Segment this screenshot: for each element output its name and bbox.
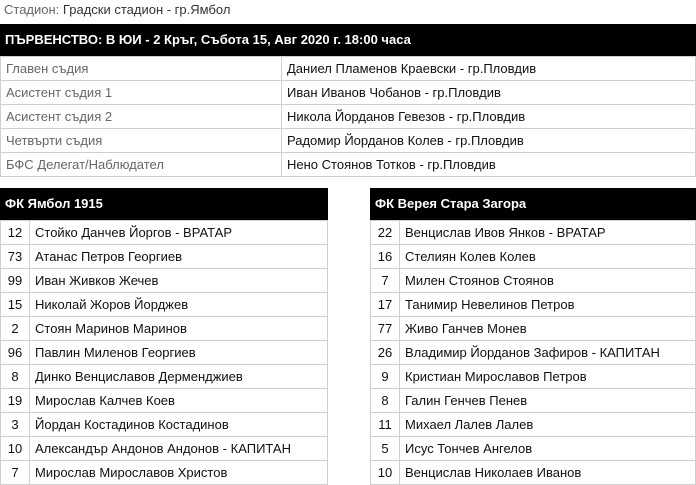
player-name: Иван Живков Жечев bbox=[30, 269, 328, 293]
player-number: 16 bbox=[371, 245, 400, 269]
player-number: 77 bbox=[371, 317, 400, 341]
player-number: 7 bbox=[1, 461, 30, 485]
table-row bbox=[1, 221, 328, 245]
player-name: Стелиян Колев Колев bbox=[400, 245, 696, 269]
player-number: 12 bbox=[1, 221, 30, 245]
table-row bbox=[371, 245, 696, 269]
player-name: Галин Генчев Пенев bbox=[400, 389, 696, 413]
table-row bbox=[371, 317, 696, 341]
table-row bbox=[1, 461, 328, 485]
player-name: Стоян Маринов Маринов bbox=[30, 317, 328, 341]
table-row bbox=[371, 269, 696, 293]
player-number: 9 bbox=[371, 365, 400, 389]
official-role: БФС Делегат/Наблюдател bbox=[1, 153, 282, 177]
player-name: Динко Венциславов Дерменджиев bbox=[30, 365, 328, 389]
player-number: 22 bbox=[371, 221, 400, 245]
player-name: Стойко Данчев Йоргов - ВРАТАР bbox=[30, 221, 328, 245]
table-row bbox=[1, 153, 696, 177]
stadium-label: Стадион: bbox=[4, 2, 60, 17]
away-lineup-table bbox=[370, 220, 696, 485]
player-name: Михаел Лалев Лалев bbox=[400, 413, 696, 437]
table-row bbox=[371, 437, 696, 461]
player-name: Йордан Костадинов Костадинов bbox=[30, 413, 328, 437]
table-row bbox=[1, 293, 328, 317]
away-team-name: ФК Верея Стара Загора bbox=[370, 188, 696, 220]
table-row bbox=[1, 341, 328, 365]
player-number: 96 bbox=[1, 341, 30, 365]
official-role: Асистент съдия 1 bbox=[1, 81, 282, 105]
player-number: 8 bbox=[371, 389, 400, 413]
table-row bbox=[1, 81, 696, 105]
player-name: Милен Стоянов Стоянов bbox=[400, 269, 696, 293]
player-number: 19 bbox=[1, 389, 30, 413]
player-number: 99 bbox=[1, 269, 30, 293]
official-name: Нено Стоянов Тотков - гр.Пловдив bbox=[282, 153, 696, 177]
table-row bbox=[1, 245, 328, 269]
home-team-lineup bbox=[0, 188, 328, 485]
table-row bbox=[1, 365, 328, 389]
away-team-lineup bbox=[370, 188, 696, 485]
player-name: Александър Андонов Андонов - КАПИТАН bbox=[30, 437, 328, 461]
player-number: 8 bbox=[1, 365, 30, 389]
table-row bbox=[1, 269, 328, 293]
player-name: Мирослав Мирославов Христов bbox=[30, 461, 328, 485]
table-row bbox=[371, 365, 696, 389]
official-role: Главен съдия bbox=[1, 57, 282, 81]
stadium-line bbox=[4, 0, 230, 20]
official-name: Иван Иванов Чобанов - гр.Пловдив bbox=[282, 81, 696, 105]
player-number: 5 bbox=[371, 437, 400, 461]
home-lineup-table bbox=[0, 220, 328, 485]
match-info bbox=[0, 24, 696, 177]
player-number: 10 bbox=[371, 461, 400, 485]
player-number: 3 bbox=[1, 413, 30, 437]
table-row bbox=[371, 221, 696, 245]
player-name: Владимир Йорданов Зафиров - КАПИТАН bbox=[400, 341, 696, 365]
home-team-name: ФК Ямбол 1915 bbox=[0, 188, 328, 220]
table-row bbox=[371, 341, 696, 365]
player-number: 73 bbox=[1, 245, 30, 269]
player-number: 15 bbox=[1, 293, 30, 317]
official-name: Никола Йорданов Гевезов - гр.Пловдив bbox=[282, 105, 696, 129]
player-number: 2 bbox=[1, 317, 30, 341]
table-row bbox=[1, 413, 328, 437]
player-name: Мирослав Калчев Коев bbox=[30, 389, 328, 413]
table-row bbox=[371, 413, 696, 437]
player-number: 7 bbox=[371, 269, 400, 293]
player-name: Танимир Невелинов Петров bbox=[400, 293, 696, 317]
player-number: 11 bbox=[371, 413, 400, 437]
table-row bbox=[371, 461, 696, 485]
player-name: Николай Жоров Йорджев bbox=[30, 293, 328, 317]
table-row bbox=[1, 57, 696, 81]
player-name: Кристиан Мирославов Петров bbox=[400, 365, 696, 389]
table-row bbox=[371, 389, 696, 413]
officials-table bbox=[0, 56, 696, 177]
official-role: Асистент съдия 2 bbox=[1, 105, 282, 129]
player-name: Живо Ганчев Монев bbox=[400, 317, 696, 341]
table-row bbox=[1, 437, 328, 461]
table-row bbox=[1, 129, 696, 153]
stadium-value: Градски стадион - гр.Ямбол bbox=[62, 2, 231, 17]
table-row bbox=[1, 105, 696, 129]
player-name: Венцислав Николаев Иванов bbox=[400, 461, 696, 485]
table-row bbox=[1, 317, 328, 341]
official-name: Даниел Пламенов Краевски - гр.Пловдив bbox=[282, 57, 696, 81]
player-number: 10 bbox=[1, 437, 30, 461]
player-name: Венцислав Ивов Янков - ВРАТАР bbox=[400, 221, 696, 245]
table-row bbox=[371, 293, 696, 317]
player-number: 26 bbox=[371, 341, 400, 365]
player-name: Павлин Миленов Георгиев bbox=[30, 341, 328, 365]
player-number: 17 bbox=[371, 293, 400, 317]
match-header: ПЪРВЕНСТВО: В ЮИ - 2 Кръг, Събота 15, Авг 2020 г. 18:00 часа bbox=[0, 24, 696, 56]
table-row bbox=[1, 389, 328, 413]
official-name: Радомир Йорданов Колев - гр.Пловдив bbox=[282, 129, 696, 153]
player-name: Исус Тончев Ангелов bbox=[400, 437, 696, 461]
player-name: Атанас Петров Георгиев bbox=[30, 245, 328, 269]
official-role: Четвърти съдия bbox=[1, 129, 282, 153]
